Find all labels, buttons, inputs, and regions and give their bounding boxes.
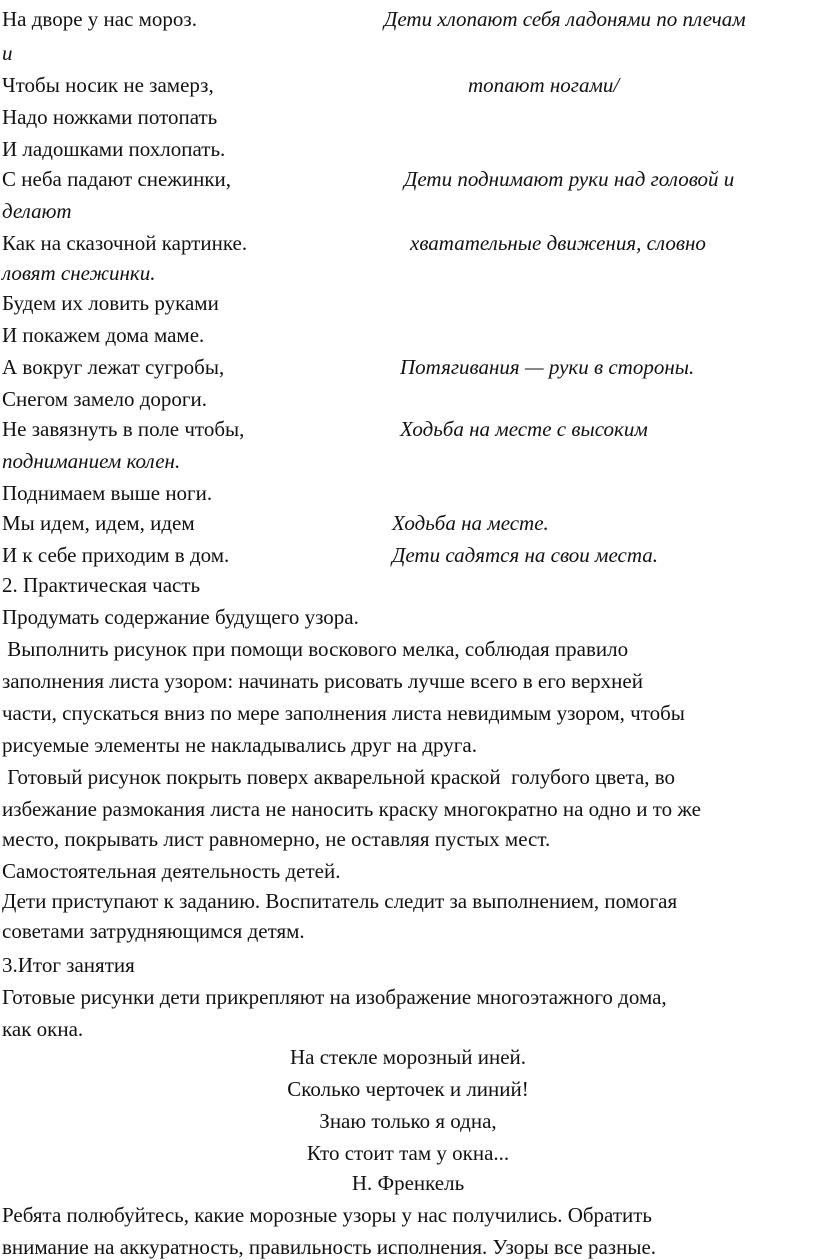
stage-direction: Ходьба на месте. xyxy=(392,511,549,535)
stage-direction: Дети садятся на свои места. xyxy=(392,543,658,567)
section-heading: 2. Практическая часть xyxy=(2,573,201,597)
stage-direction: Ходьба на месте с высоким xyxy=(400,417,648,441)
body-line: Самостоятельная деятельность детей. xyxy=(2,859,341,883)
stage-direction: ловят снежинки. xyxy=(2,261,156,285)
verse-author: Н. Френкель xyxy=(351,1171,465,1195)
body-line: внимание на аккуратность, правильность исполнения. Узоры все разные. xyxy=(2,1235,657,1259)
body-line: Готовые рисунки дети прикрепляют на изображение многоэтажного дома, xyxy=(2,985,667,1009)
poem-line: На дворе у нас мороз. xyxy=(2,7,197,31)
poem-line: А вокруг лежат сугробы, xyxy=(2,355,225,379)
body-line: как окна. xyxy=(2,1017,84,1041)
stage-direction: топают ногами/ xyxy=(468,73,620,97)
poem-line: Не завязнуть в поле чтобы, xyxy=(2,417,245,441)
verse-line: Знаю только я одна, xyxy=(319,1109,497,1133)
body-line: место, покрывать лист равномерно, не оставляя пустых мест. xyxy=(2,827,551,851)
verse-line: Сколько черточек и линий! xyxy=(287,1077,529,1101)
body-line: советами затрудняющимся детям. xyxy=(2,919,305,943)
body-line: Продумать содержание будущего узора. xyxy=(2,605,359,629)
stage-direction: Дети поднимают руки над головой и xyxy=(404,167,735,191)
body-line: рисуемые элементы не накладывались друг на друга. xyxy=(2,733,477,757)
body-line: Выполнить рисунок при помощи воскового мелка, соблюдая правило xyxy=(2,637,629,661)
stage-direction: подниманием колен. xyxy=(2,449,181,473)
poem-line: И покажем дома маме. xyxy=(2,323,205,347)
body-line: Ребята полюбуйтесь, какие морозные узоры у нас получились. Обратить xyxy=(2,1203,653,1227)
stage-direction: Потягивания — руки в стороны. xyxy=(400,355,695,379)
stage-direction: и xyxy=(2,41,13,65)
poem-line: И ладошками похлопать. xyxy=(2,137,226,161)
body-line: заполнения листа узором: начинать рисовать лучше всего в его верхней xyxy=(2,669,643,693)
body-line: части, спускаться вниз по мере заполнения листа невидимым узором, чтобы xyxy=(2,701,685,725)
poem-line: С неба падают снежинки, xyxy=(2,167,232,191)
poem-line: Поднимаем выше ноги. xyxy=(2,481,213,505)
poem-line: Будем их ловить руками xyxy=(2,291,219,315)
poem-line: Как на сказочной картинке. xyxy=(2,231,248,255)
poem-line: Надо ножками потопать xyxy=(2,105,218,129)
section-heading: 3.Итог занятия xyxy=(2,953,135,977)
stage-direction: Дети хлопают себя ладонями по плечам xyxy=(384,7,746,31)
body-line: Готовый рисунок покрыть поверх акварельной краской голубого цвета, во xyxy=(2,765,676,789)
body-line: избежание размокания листа не наносить краску многократно на одно и то же xyxy=(2,797,701,821)
verse-line: На стекле морозный иней. xyxy=(289,1045,526,1069)
stage-direction: делают xyxy=(2,199,72,223)
poem-line: Чтобы носик не замерз, xyxy=(2,73,214,97)
body-line: Дети приступают к заданию. Воспитатель следит за выполнением, помогая xyxy=(2,889,678,913)
poem-line: И к себе приходим в дом. xyxy=(2,543,230,567)
poem-line: Мы идем, идем, идем xyxy=(2,511,195,535)
poem-line: Снегом замело дороги. xyxy=(2,387,208,411)
stage-direction: хватательные движения, словно xyxy=(410,231,706,255)
verse-line: Кто стоит там у окна... xyxy=(306,1141,510,1165)
